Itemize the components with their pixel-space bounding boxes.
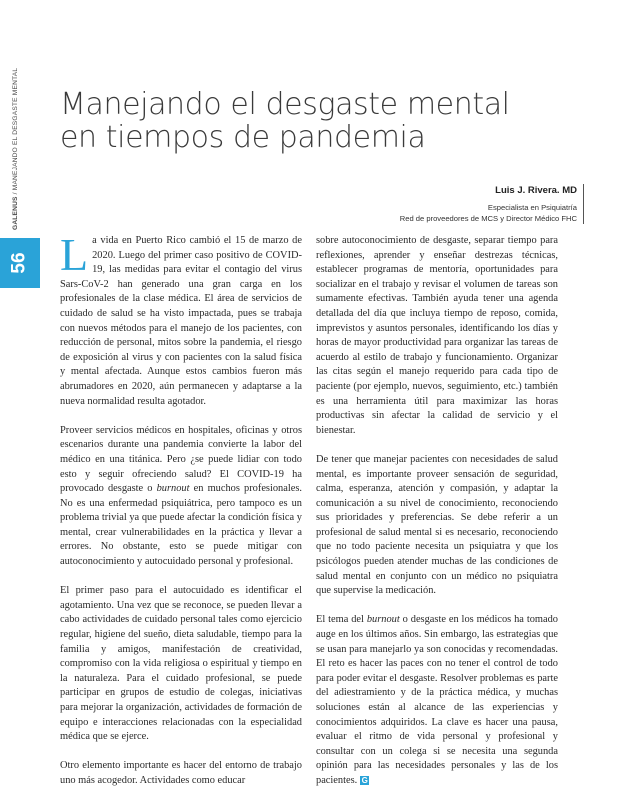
body-column-right	[316, 234, 558, 803]
paragraph-2: Proveer servicios médicos en hospitales, oficinas y otros escenarios durante una pandemia convierte la labor del médico en una titánica. Pero ¿se puede lidiar con todo esto y seguir ofreciendo salud? El COVID-19 ha provocado desgaste o burnout en muchos profesionales. No es una enfermedad psiquiátrica, pero tampoco es un problema trivial ya que puede afectar la condición física y mental, crear vulnerabilidades en la práctica y llevar a errores. No obstante, esto se puede mitigar con autoconocimiento y autocuidado personal y profesional.	[60, 424, 303, 568]
drop-cap: L	[60, 229, 89, 280]
page-number: 56	[8, 252, 30, 274]
body-column-left	[60, 229, 303, 803]
paragraph-1: La vida en Puerto Rico cambió el 15 de marzo de 2020. Luego del primer caso positivo de COVID-19, las medidas para evitar el contagio del virus Sars-CoV-2 han generado una gran carga en los profesionales de la clase médica. El área de servicios de cuidado de salud se ha visto impactada, pues se trabaja con nuevos métodos para el manejo de los pacientes, con reducción de personal, mitos sobre la pandemia, el riesgo de exposición al virus y con pacientes con la salud física y mental afectada. Aunque estos cambios fueron más abrumadores en 2020, aún permanecen y adaptarse a la nueva normalidad resulta agotador.	[60, 229, 302, 407]
running-head: GALENUS / MANEJANDO EL DESGASTE MENTAL	[12, 67, 19, 230]
author-block	[400, 184, 584, 224]
paragraph-6: De tener que manejar pacientes con necesidades de salud mental, es importante proveer sensación de seguridad, calma, esperanza, atención y compasión, y adaptar la comunicación a su nivel de conocimiento, reconociendo sus prioridades y preferencias. Se debe referir a un profesional de salud mental si es necesario, reconociendo que no todo paciente necesita un psiquiatra y que los psicólogos pueden atender muchas de las condiciones de salud mental en conjunto con un médico no psiquiatra que supervise la medicación.	[316, 453, 558, 597]
paragraph-3: El primer paso para el autocuidado es identificar el agotamiento. Una vez que se reconoce, se pueden llevar a cabo actividades de cuidado personal tales como ejercicio regular, higiene del sueño, dieta saludable, tiempo para la familia y amigos, manifestación de creatividad, compromiso con la vida religiosa o espiritual y tiempo en la naturaleza. Para el cuidado profesional, se puede participar en grupos de estudio de colegas, iniciativas para mejorar la organización, actividades de formación de equipo e interacciones relacionadas con la especialidad médica que se ejerce.	[60, 585, 302, 743]
title-line-2: en tiempos de pandemia	[60, 120, 426, 155]
paragraph-4: Otro elemento importante es hacer del entorno de trabajo uno más acogedor. Actividades como educar	[60, 760, 302, 786]
author-role: Especialista en Psiquiatría	[487, 203, 577, 212]
end-mark-icon: G	[361, 775, 368, 785]
title-line-1: Manejando el desgaste mental	[60, 87, 510, 122]
article-title	[60, 88, 560, 154]
paragraph-7: El tema del burnout o desgaste en los médicos ha tomado auge en los últimos años. Sin embargo, las estrategias que se usan para manejarlo ya son conocidas y recomendadas. El reto es hacer las paces con no tener el control de todo para poder evitar el desgaste. Resolver problemas es parte del adiestramiento y de la práctica médica, y muchas soluciones están al alcance de las experiencias y conocimientos adquiridos. La clave es hacer una pausa, evaluar el ritmo de vida personal y profesional y consultar con un colega si se necesita una segunda opinión para las necesidades personales y las de los pacientes. G	[316, 614, 558, 786]
author-name: Luis J. Rivera. MD	[495, 185, 577, 196]
author-affiliation: Red de proveedores de MCS y Director Médico FHC	[399, 214, 577, 223]
paragraph-5: sobre autoconocimiento de desgaste, separar tiempo para reflexiones, aprender y enseñar destrezas técnicas, establecer programas de mentoría, oportunidades para socializar en el trabajo y revisar el volumen de tareas son sumamente efectivas. También ayuda tener una agenda detallada del día que incluya tiempo de reposo, comida, imprevistos y asuntos personales, identificando los días y horas de mayor productividad para organizar las tareas de acuerdo al estilo de trabajo y funcionamiento. Organizar las citas según el manejo requerido para cada tipo de paciente (por ejemplo, nuevos, seguimiento, etc.) también es una herramienta útil para maximizar las horas productivas sin afectar la calidad de servicio y el bienestar.	[316, 235, 558, 436]
